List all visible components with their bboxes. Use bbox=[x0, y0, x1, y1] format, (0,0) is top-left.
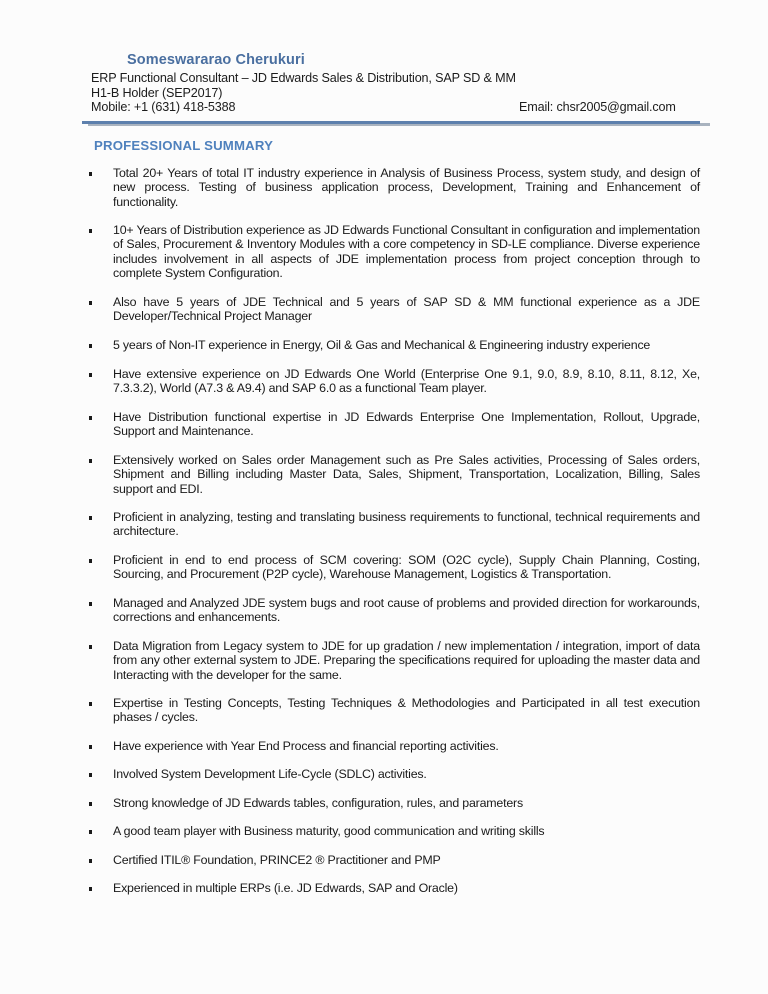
list-item bbox=[113, 338, 700, 352]
job-title: ERP Functional Consultant – JD Edwards Sales & Distribution, SAP SD & MM bbox=[91, 71, 516, 85]
list-item bbox=[113, 767, 700, 781]
square-bullet-icon bbox=[89, 344, 92, 348]
list-item-text: 5 years of Non-IT experience in Energy, Oil & Gas and Mechanical & Engineering industry experience bbox=[113, 338, 651, 352]
email-address: Email: chsr2005@gmail.com bbox=[519, 100, 676, 114]
list-item bbox=[113, 410, 700, 439]
list-item bbox=[113, 824, 700, 838]
list-item-text: Strong knowledge of JD Edwards tables, configuration, rules, and parameters bbox=[113, 796, 523, 810]
square-bullet-icon bbox=[89, 172, 92, 176]
list-item bbox=[113, 553, 700, 582]
list-item-text: Expertise in Testing Concepts, Testing Techniques & Methodologies and Participated in all test execution phases / cycles. bbox=[113, 696, 700, 725]
square-bullet-icon bbox=[89, 802, 92, 806]
list-item bbox=[113, 223, 700, 281]
list-item-text: Experienced in multiple ERPs (i.e. JD Edwards, SAP and Oracle) bbox=[113, 881, 458, 895]
square-bullet-icon bbox=[89, 830, 92, 834]
list-item bbox=[113, 796, 700, 810]
list-item-text: A good team player with Business maturity, good communication and writing skills bbox=[113, 824, 545, 838]
square-bullet-icon bbox=[89, 745, 92, 749]
list-item bbox=[113, 295, 700, 324]
square-bullet-icon bbox=[89, 416, 92, 420]
list-item-text: Total 20+ Years of total IT industry experience in Analysis of Business Process, system study, and design of new process. Testing of business application process, Development, Training and Enhancement of functionality. bbox=[113, 166, 700, 209]
square-bullet-icon bbox=[89, 887, 92, 891]
list-item bbox=[113, 739, 700, 753]
list-item bbox=[113, 510, 700, 539]
square-bullet-icon bbox=[89, 859, 92, 863]
square-bullet-icon bbox=[89, 559, 92, 563]
square-bullet-icon bbox=[89, 773, 92, 777]
mobile-number: Mobile: +1 (631) 418-5388 bbox=[91, 100, 236, 114]
square-bullet-icon bbox=[89, 516, 92, 520]
square-bullet-icon bbox=[89, 459, 92, 463]
list-item bbox=[113, 367, 700, 396]
list-item bbox=[113, 881, 700, 895]
list-item-text: Have extensive experience on JD Edwards One World (Enterprise One 9.1, 9.0, 8.9, 8.10, 8.11, 8.12, Xe, 7.3.3.2), World (A7.3 & A9.4) and SAP 6.0 as a functional Team player. bbox=[113, 367, 700, 396]
list-item bbox=[113, 853, 700, 867]
square-bullet-icon bbox=[89, 645, 92, 649]
square-bullet-icon bbox=[89, 702, 92, 706]
list-item-text: Data Migration from Legacy system to JDE for up gradation / new implementation / integration, import of data from any other external system to JDE. Preparing the specifications required for uploading the master data and Interacting with the developer for the same. bbox=[113, 639, 700, 682]
list-item-text: Have Distribution functional expertise in JD Edwards Enterprise One Implementation, Rollout, Upgrade, Support and Maintenance. bbox=[113, 410, 700, 439]
list-item-text: Certified ITIL® Foundation, PRINCE2 ® Practitioner and PMP bbox=[113, 853, 441, 867]
square-bullet-icon bbox=[89, 229, 92, 233]
list-item-text: Extensively worked on Sales order Management such as Pre Sales activities, Processing of Sales orders, Shipment and Billing including Master Data, Sales, Shipment, Transportation, Localization, Billing, Sales support and EDI. bbox=[113, 453, 700, 496]
list-item bbox=[113, 453, 700, 496]
list-item-text: 10+ Years of Distribution experience as JD Edwards Functional Consultant in configuration and implementation of Sales, Procurement & Inventory Modules with a core competency in SD-LE compliance. Diverse experience includes involvement in all aspects of JDE implementation process from project conception through to complete System Configuration. bbox=[113, 223, 700, 281]
list-item-text: Proficient in analyzing, testing and translating business requirements to functional, technical requirements and architecture. bbox=[113, 510, 700, 539]
list-item-text: Proficient in end to end process of SCM covering: SOM (O2C cycle), Supply Chain Planning, Costing, Sourcing, and Procurement (P2P cycle), Warehouse Management, Logistics & Transportation. bbox=[113, 553, 700, 582]
list-item bbox=[113, 696, 700, 725]
list-item-text: Managed and Analyzed JDE system bugs and root cause of problems and provided direction for workarounds, corrections and enhancements. bbox=[113, 596, 700, 625]
list-item bbox=[113, 639, 700, 682]
list-item-text: Have experience with Year End Process and financial reporting activities. bbox=[113, 739, 499, 753]
list-item bbox=[113, 596, 700, 625]
header-divider bbox=[82, 121, 700, 124]
candidate-name: Someswararao Cherukuri bbox=[127, 52, 305, 68]
list-item-text: Involved System Development Life-Cycle (SDLC) activities. bbox=[113, 767, 427, 781]
square-bullet-icon bbox=[89, 301, 92, 305]
list-item bbox=[113, 166, 700, 209]
square-bullet-icon bbox=[89, 602, 92, 606]
list-item-text: Also have 5 years of JDE Technical and 5 years of SAP SD & MM functional experience as a JDE Developer/Technical Project Manager bbox=[113, 295, 700, 324]
square-bullet-icon bbox=[89, 373, 92, 377]
visa-status: H1-B Holder (SEP2017) bbox=[91, 86, 223, 100]
section-heading-professional-summary: PROFESSIONAL SUMMARY bbox=[94, 138, 274, 153]
